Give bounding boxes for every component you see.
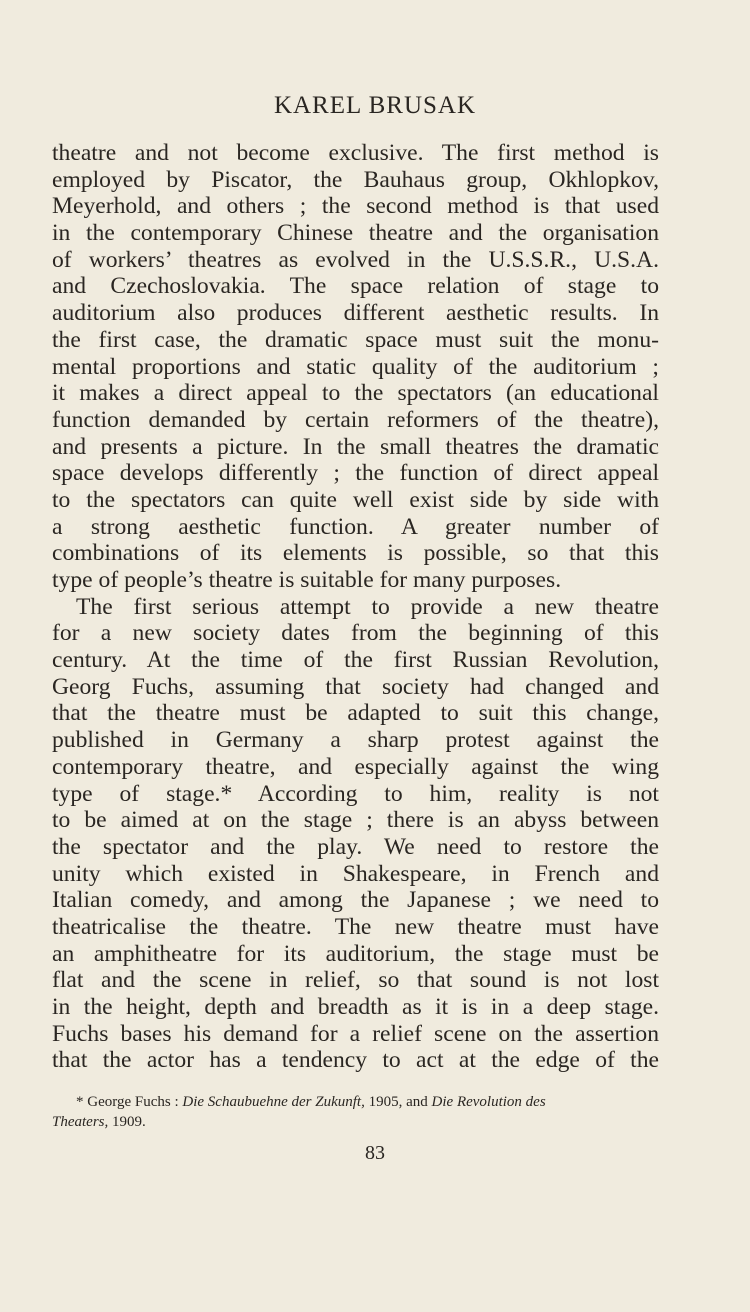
text-line: theatricalise the theatre. The new theatre must have [52, 913, 659, 940]
text-line: that the theatre must be adapted to suit this change, [52, 700, 659, 727]
text-line: mental proportions and static quality of the auditorium ; [52, 353, 659, 380]
text-line: flat and the scene in relief, so that sound is not lost [52, 967, 659, 994]
text-line: that the actor has a tendency to act at the edge of the [52, 1047, 659, 1074]
text-line: type of people’s theatre is suitable for many purposes. [52, 567, 562, 593]
text-line: and Czechoslovakia. The space relation of stage to [52, 273, 659, 300]
text-line: Meyerhold, and others ; the second method is that used [52, 193, 659, 220]
text-line: Georg Fuchs, assuming that society had changed and [52, 673, 659, 700]
text-line: combinations of its elements is possible, so that this [52, 540, 659, 567]
text-line: to the spectators can quite well exist side by side with [52, 486, 659, 513]
text-line: century. At the time of the first Russian Revolution, [52, 647, 659, 674]
footnote-line [52, 1112, 659, 1132]
text-line: employed by Piscator, the Bauhaus group, Okhlopkov, [52, 166, 659, 193]
text-line: it makes a direct appeal to the spectators (an educational [52, 380, 659, 407]
text-line: Italian comedy, and among the Japanese ; we need to [52, 887, 659, 914]
footnote-text: 1909. [112, 1114, 146, 1130]
text-line: for a new society dates from the beginning of this [52, 620, 659, 647]
text-line: theatre and not become exclusive. The first method is [52, 140, 659, 166]
body-text [52, 140, 659, 1074]
footnote [52, 1092, 659, 1132]
text-line: function demanded by certain reformers of the theatre), [52, 406, 659, 433]
footnote-title: Die Revolution des [431, 1094, 546, 1110]
footnote-line [52, 1092, 659, 1112]
running-header: KAREL BRUSAK [273, 92, 477, 119]
text-line: of workers’ theatres as evolved in the U.S.S.R., U.S.A. [52, 246, 659, 273]
text-line: Fuchs bases his demand for a relief scene on the assertion [52, 1020, 659, 1047]
text-line: an amphitheatre for its auditorium, the stage must be [52, 940, 659, 967]
text-line: space develops differently ; the function of direct appeal [52, 460, 659, 487]
footnote-marker: * George Fuchs : [76, 1094, 179, 1110]
footnote-title: Die Schaubuehne der Zukunft, [182, 1094, 365, 1110]
text-line: in the height, depth and breadth as it is in a deep stage. [52, 994, 659, 1020]
text-line: contemporary theatre, and especially against the wing [52, 753, 659, 780]
text-line: The first serious attempt to provide a new theatre [76, 593, 659, 620]
text-line: published in Germany a sharp protest against the [52, 727, 659, 754]
text-line: auditorium also produces different aesthetic results. In [52, 300, 659, 327]
text-line: in the contemporary Chinese theatre and the organisation [52, 220, 659, 247]
text-line: to be aimed at on the stage ; there is an abyss between [52, 807, 659, 834]
text-line: type of stage.* According to him, reality is not [52, 780, 659, 807]
text-line: unity which existed in Shakespeare, in French and [52, 860, 659, 887]
footnote-text: 1905, and [368, 1094, 428, 1110]
text-line: and presents a picture. In the small theatres the dramatic [52, 433, 659, 460]
footnote-title: Theaters, [52, 1114, 109, 1130]
text-line: the spectator and the play. We need to restore the [52, 833, 659, 860]
text-line: a strong aesthetic function. A greater number of [52, 513, 659, 540]
page-number: 83 [365, 1142, 385, 1164]
text-line: the first case, the dramatic space must suit the monu- [52, 326, 659, 353]
